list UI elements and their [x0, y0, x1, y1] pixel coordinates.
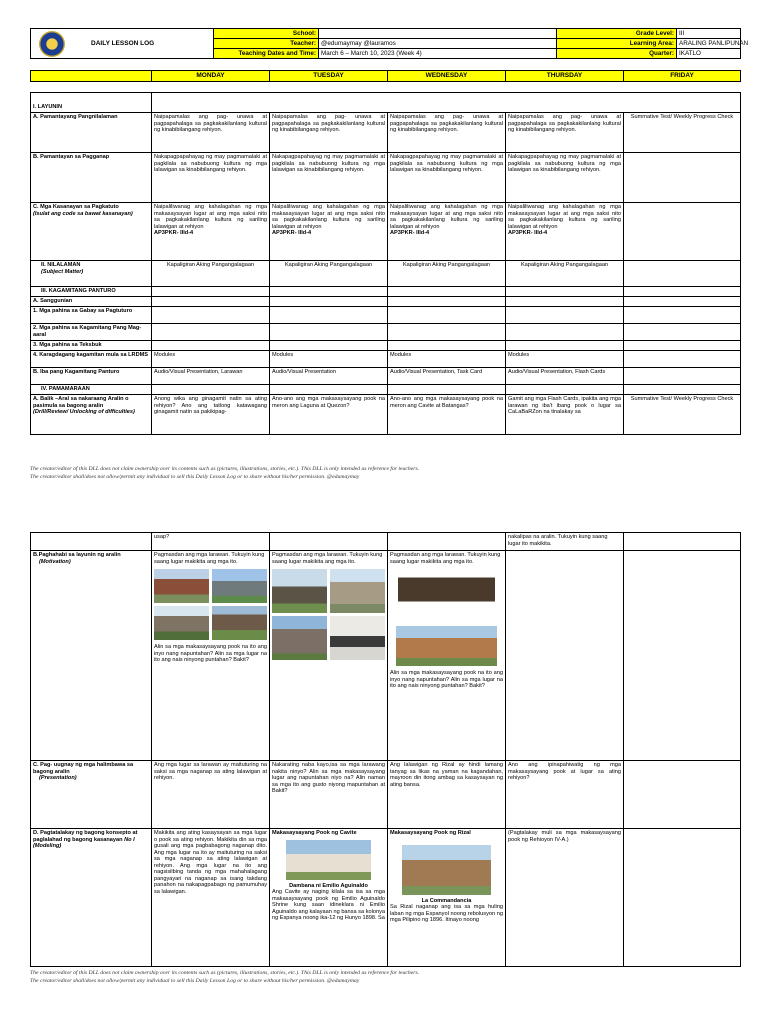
rizal-title: Makasaysayang Pook ng Rizal: [390, 830, 471, 836]
paghahabi-tuesday: [270, 551, 388, 761]
nilalaman-monday: Kapaligiran Aking Pangangalagaan: [152, 261, 270, 287]
paghahabi-tuesday-instruction: Pagmasdan ang mga larawan. Tukuyin kung saang lugar makikita ang mga ito.: [272, 552, 383, 565]
pamamaraan-c4: [506, 385, 624, 395]
lrdms-wednesday: Modules: [388, 351, 506, 368]
paghahabi-monday-instruction: Pagmasdan ang mga larawan. Tukuyin kung saang lugar makikita ang mga ito.: [154, 552, 265, 565]
kasanayan-tuesday-text: Naipaliliwanag ang kahalagahan ng mga makasaysayan lugar at ang mga saksi nito sa pagkakakilanlang kultura ng sariling lalawigan at rehiyon: [272, 204, 385, 230]
pag-uugnay-note: (Presentation): [39, 775, 77, 782]
day-header-blank: [31, 71, 152, 82]
lrdms-thursday: Modules: [506, 351, 624, 368]
deped-seal-logo: [39, 31, 65, 57]
kasanayan-tuesday-code: AP3PKR- IIId-4: [272, 230, 312, 237]
nilalaman-label: II. NILALAMAN: [41, 262, 81, 268]
pag-uugnay-thursday: Ano ang ipinapahiwatig ng mga makasaysayang pook at lugar sa ating rehiyon?: [506, 761, 624, 829]
cavite-caption: Dambana ni Emilio Aguinaldo: [289, 882, 368, 889]
mag-aaral-c4: [506, 324, 624, 341]
header-table: [30, 28, 749, 59]
balik-aral-label-cell: [31, 395, 152, 435]
continuation-wednesday: [388, 533, 506, 551]
balik-aral-friday: Summative Test/ Weekly Progress Check: [624, 395, 741, 435]
mag-aaral-c2: [270, 324, 388, 341]
pagtalakay-thursday: (Pagtalakay muli sa mga makasaysayang pook ng Rehioyon IV-A.): [506, 829, 624, 967]
kasanayan-monday-code: AP3PKR- IIId-4: [154, 230, 194, 237]
pamamaraan-c3: [388, 385, 506, 395]
day-header-wednesday: WEDNESDAY: [388, 71, 506, 82]
paghahabi-wednesday: [388, 551, 506, 761]
kasanayan-monday: [152, 203, 270, 261]
continuation-friday: [624, 533, 741, 551]
balik-aral-label: A. Balik –Aral sa nakaraang Aralin o pasimula sa bagong aralin: [33, 396, 129, 409]
pagtalakay-label-italic: No I (Modeling): [33, 836, 135, 850]
pagganap-thursday: Nakapagpapahayag ng may pagmamalaki at pagkilala sa nabubuong kultura ng mga lalawigan sa kinabibilangang rehiyon.: [506, 153, 624, 203]
paghahabi-wednesday-instruction: Pagmasdan ang mga larawan. Tukuyin kung saang lugar makikita ang mga ito.: [390, 552, 501, 565]
quarter-label: Quarter:: [557, 49, 677, 59]
teksbuk-c1: [152, 341, 270, 351]
iba-wednesday: Audio/Visual Presentation, Task Card: [388, 368, 506, 385]
teksbuk-c5: [624, 341, 741, 351]
nilalaman-note: (Subject Matter): [41, 268, 84, 275]
day-header-monday: MONDAY: [152, 71, 270, 82]
teksbuk-label: 3. Mga pahina sa Teksbuk: [31, 341, 152, 351]
pagganap-wednesday: Nakapagpapahayag ng may pagmamalaki at pagkilala sa nabubuong kultura ng mga lalawigan sa kinabibilangang rehiyon.: [388, 153, 506, 203]
kagamitang-heading: III. KAGAMITANG PANTURO: [31, 287, 152, 297]
nilalaman-thursday: Kapaligiran Aking Pangangalagaan: [506, 261, 624, 287]
pangnilalaman-tuesday: Naipapamalas ang pag- unawa at pagpapahalaga sa pagkakakilanlang kultural ng kinabibilangang rehiyon.: [270, 113, 388, 153]
pangnilalaman-monday: Naipapamalas ang pag- unawa at pagpapahalaga sa pagkakakilanlang kultural ng kinabibilangang rehiyon.: [152, 113, 270, 153]
day-header-tuesday: TUESDAY: [270, 71, 388, 82]
sanggunian-label: A. Sanggunian: [31, 297, 152, 307]
cavite-title: Makasaysayang Pook ng Cavite: [272, 830, 357, 836]
kasanayan-wednesday: [388, 203, 506, 261]
paghahabi-note: (Motivation): [39, 558, 71, 565]
lesson-table-page1: [30, 92, 741, 435]
photo-la-commandancia: [402, 845, 491, 895]
kagamitang-mag-aaral-label: 2. Mga pahina sa Kagamitang Pang Mag-aaral: [31, 324, 152, 341]
continuation-monday: usap?: [152, 533, 270, 551]
balik-aral-tuesday: Ano-ano ang mga makasaysayang pook na meron ang Laguna at Quezon?: [270, 395, 388, 435]
day-header-friday: FRIDAY: [624, 71, 741, 82]
continuation-thursday: nakalipas na aralin. Tukuyin kung saang lugar ito makikita.: [506, 533, 624, 551]
pamamaraan-c1: [152, 385, 270, 395]
pag-uugnay-label: C. Pag- uugnay ng mga halimbawa sa bagong aralin: [33, 762, 134, 775]
disclaimer-line-1-page2: The creator/editor of this DLL does not claim ownership over its contents such as (pictures, illustrations, stories, etc.). This DLL is only intended as reference for teachers.: [30, 970, 420, 976]
grade-level-value: III: [677, 29, 741, 39]
photo-historic-house-1: [154, 569, 209, 603]
pag-uugnay-wednesday: Ang lalawigan ng Rizal ay hindi lamang tanyag sa likas na yaman na kagandahan, mayroon din itong ambag sa kasaysayan ng ating bansa.: [388, 761, 506, 829]
kagamitang-c5: [624, 287, 741, 297]
cavite-text: Ang Cavite ay naging kilala sa isa sa mga makasaysayang pook ng Emilio Aguinaldo Shrine kung saan idineklara ni Emilio Aguinaldo ang kalayaan ng bansa sa kolonya ng Espanya noong ika-12 ng Hunyo 1898. Sa: [272, 889, 385, 922]
lrdms-monday: Modules: [152, 351, 270, 368]
sanggunian-c2: [270, 297, 388, 307]
sanggunian-c3: [388, 297, 506, 307]
rizal-caption: La Commandancia: [421, 897, 472, 904]
paghahabi-wednesday-question: Alin sa mga makasaysayang pook na ito ang inyo nang napuntahan? Alin sa mga lugar na ito ang nais ninyong puntahan? Bakit?: [390, 670, 503, 690]
continuation-tuesday: [270, 533, 388, 551]
kasanayan-note: (Isulat ang code sa bawat kasanayan): [33, 210, 133, 217]
pagtalakay-label: D. Pagtatalakay ng bagong konsepto at paglalahad ng bagong kasanayan: [33, 830, 138, 843]
paghahabi-friday: [624, 551, 741, 761]
pamamaraan-heading: IV. PAMAMARAAN: [31, 385, 152, 395]
balik-aral-thursday: Gamit ang mga Flash Cards, ipakita ang mga larawan ng iba't ibang pook o lugar sa CaLaBaRZon na tinalakay sa: [506, 395, 624, 435]
balik-aral-monday: Anong wika ang ginagamit natin sa ating rehiyon? Ano ang tatlong katawagang ginagamit natin sa pakikipag-: [152, 395, 270, 435]
kasanayan-monday-text: Naipaliliwanag ang kahalagahan ng mga makasaysayan lugar at ang mga saksi nito sa pagkakakilanlang kultura ng sariling lalawigan at rehiyon: [154, 204, 267, 230]
sanggunian-c1: [152, 297, 270, 307]
school-label: School:: [214, 29, 319, 39]
kasanayan-label: C. Mga Kasanayan sa Pagkatuto: [33, 204, 119, 210]
lrdms-tuesday: Modules: [270, 351, 388, 368]
kagamitang-c2: [270, 287, 388, 297]
pagganap-tuesday: Nakapagpapahayag ng may pagmamalaki at pagkilala sa nabubuong kultura ng mga lalawigan sa kinabibilangang rehiyon.: [270, 153, 388, 203]
rizal-text: Sa Rizal naganap ang isa sa mga huling laban ng mga Espanyol noong rebolusyon ng mga Pilipino ng 1896. Itinayo noong: [390, 904, 503, 924]
school-value: [319, 29, 557, 39]
learning-area-value: ARALING PANLIPUNAN: [677, 39, 741, 49]
mag-aaral-c1: [152, 324, 270, 341]
balik-aral-wednesday: Ano-ano ang mga makasaysayang pook na meron ang Cavite at Batangas?: [388, 395, 506, 435]
kasanayan-thursday-text: Naipaliliwanag ang kahalagahan ng mga makasaysayan lugar at ang mga saksi nito sa pagkakakilanlang kultura ng sariling lalawigan at rehiyon: [508, 204, 621, 230]
pangnilalaman-friday: Summative Test/ Weekly Progress Check: [624, 113, 741, 153]
kasanayan-tuesday: [270, 203, 388, 261]
paghahabi-label: B.Paghahabi sa layunin ng aralin: [33, 552, 121, 558]
layunin-heading: I. LAYUNIN: [31, 93, 152, 113]
nilalaman-friday: [624, 261, 741, 287]
layunin-blank: [152, 93, 741, 113]
pamantayang-pangnilalaman-label: A. Pamantayang Pangnilalaman: [31, 113, 152, 153]
kasanayan-friday: [624, 203, 741, 261]
iba-tuesday: Audio/Visual Presentation: [270, 368, 388, 385]
teacher-label: Teacher:: [214, 39, 319, 49]
gabay-c5: [624, 307, 741, 324]
paghahabi-monday: [152, 551, 270, 761]
kasanayan-wednesday-code: AP3PKR- IIId-4: [390, 230, 430, 237]
kagamitang-c4: [506, 287, 624, 297]
grade-level-label: Grade Level:: [557, 29, 677, 39]
monday-photo-grid: [154, 569, 267, 640]
document-title: DAILY LESSON LOG: [91, 40, 155, 47]
iba-pang-kagamitan-label: B. Iba pang Kagamitang Panturo: [31, 368, 152, 385]
pagtalakay-monday: Makikita ang ating kasaysayan sa mga lugar o pook sa ating rehiyon. Makikita din sa mga gusali ang mga pagbabagong naganap dito. Ang mga lugar na ito ay maituturing na saksi sa mga naganap sa ating lalawigan at rehiyon. Ang mga lugar na ito ang nagsisilbing tanda ng mga mahahalagang pangyayari na naganap sa isang takdang panahon na nakapagpabago ng pamumuhay sa lalawigan.: [152, 829, 270, 967]
teksbuk-c2: [270, 341, 388, 351]
pamamaraan-c2: [270, 385, 388, 395]
sanggunian-c5: [624, 297, 741, 307]
pag-uugnay-monday: Ang mga lugar sa larawan ay maituturing na saksi sa mga naganap sa ating lalawigan at rehiyon.: [152, 761, 270, 829]
learning-area-label: Learning Area:: [557, 39, 677, 49]
nilalaman-label-cell: [31, 261, 152, 287]
sanggunian-c4: [506, 297, 624, 307]
pagganap-monday: Nakapagpapahayag ng may pagmamalaki at pagkilala sa nabubuong kultura ng mga lalawigan sa kinabibilangang rehiyon.: [152, 153, 270, 203]
photo-heritage-building: [330, 569, 385, 613]
teksbuk-c4: [506, 341, 624, 351]
pag-uugnay-label-cell: [31, 761, 152, 829]
continuation-label: [31, 533, 152, 551]
teksbuk-c3: [388, 341, 506, 351]
gabay-c2: [270, 307, 388, 324]
pagtalakay-friday: [624, 829, 741, 967]
day-header-thursday: THURSDAY: [506, 71, 624, 82]
kasanayan-label-cell: [31, 203, 152, 261]
teaching-dates-label: Teaching Dates and Time:: [214, 49, 319, 59]
kasanayan-thursday: [506, 203, 624, 261]
photo-monument-statue: [272, 569, 327, 613]
paghahabi-monday-question: Alin sa mga makasaysayang pook na ito ang inyo nang napuntahan? Alin sa mga lugar na ito ang nais ninyong puntahan? Bakit?: [154, 644, 267, 664]
disclaimer-footer-page1: [30, 466, 740, 481]
pamamaraan-c5: [624, 385, 741, 395]
disclaimer-line-2: The creator/editor shall/does not allow/permit any individual to sell this Daily Lesson Log or to share without his/her permission. @edumaymay: [30, 473, 360, 480]
disclaimer-line-2-page2: The creator/editor shall/does not allow/permit any individual to sell this Daily Lesson Log or to share without his/her permission. @edumaymay: [30, 977, 360, 984]
balik-aral-note: (Drill/Review/ Unlocking of difficulties): [33, 409, 135, 416]
photo-bronze-monument: [398, 568, 495, 616]
mag-aaral-c3: [388, 324, 506, 341]
quarter-value: IKATLO: [677, 49, 741, 59]
gabay-c1: [152, 307, 270, 324]
lesson-table-page2: [30, 532, 741, 967]
mag-aaral-c5: [624, 324, 741, 341]
photo-historic-fort: [212, 569, 267, 603]
nilalaman-wednesday: Kapaligiran Aking Pangangalagaan: [388, 261, 506, 287]
pamantayan-pagganap-label: B. Pamantayan sa Pagganap: [31, 153, 152, 203]
lrdms-label: 4. Karagdagang kagamitan mula sa LRDMS: [31, 351, 152, 368]
iba-thursday: Audio/Visual Presentation, Flash Cards: [506, 368, 624, 385]
paghahabi-label-cell: [31, 551, 152, 761]
kagamitang-c3: [388, 287, 506, 297]
disclaimer-footer-page2: [30, 970, 740, 985]
teaching-dates-value: March 6 – March 10, 2023 (Week 4): [319, 49, 557, 59]
pagtalakay-label-cell: [31, 829, 152, 967]
kagamitang-c1: [152, 287, 270, 297]
photo-old-church: [272, 616, 327, 660]
photo-municipal-hall: [396, 626, 497, 666]
kasanayan-wednesday-text: Naipaliliwanag ang kahalagahan ng mga makasaysayan lugar at ang mga saksi nito sa pagkakakilanlang kultura ng sariling lalawigan at rehiyon: [390, 204, 503, 230]
nilalaman-tuesday: Kapaligiran Aking Pangangalagaan: [270, 261, 388, 287]
days-header: [30, 70, 741, 82]
lrdms-friday: [624, 351, 741, 368]
pagtalakay-tuesday: [270, 829, 388, 967]
pagganap-friday: [624, 153, 741, 203]
iba-friday: [624, 368, 741, 385]
iba-monday: Audio/Visual Presentation, Larawan: [152, 368, 270, 385]
kasanayan-thursday-code: AP3PKR- IIId-4: [508, 230, 548, 237]
gabay-label: 1. Mga pahina sa Gabay sa Pagtuturo: [31, 307, 152, 324]
pangnilalaman-wednesday: Naipapamalas ang pag- unawa at pagpapahalaga sa pagkakakilanlang kultural ng kinabibilangang rehiyon.: [388, 113, 506, 153]
photo-historical-marker: [330, 616, 385, 660]
photo-aguinaldo-shrine: [286, 840, 371, 880]
header-logo-cell: [31, 29, 214, 59]
photo-stone-arch: [154, 606, 209, 640]
teacher-value: @edumaymay @lauramos: [319, 39, 557, 49]
disclaimer-line-1: The creator/editor of this DLL does not claim ownership over its contents such as (pictures, illustrations, stories, etc.). This DLL is only intended as reference for teachers.: [30, 466, 420, 472]
paghahabi-thursday: [506, 551, 624, 761]
photo-old-ruins: [212, 606, 267, 640]
tuesday-photo-grid: [272, 569, 385, 660]
gabay-c4: [506, 307, 624, 324]
gabay-c3: [388, 307, 506, 324]
pag-uugnay-friday: [624, 761, 741, 829]
pag-uugnay-tuesday: Nakarating naba kayo,isa sa mga larawang nakita ninyo? Alin sa mga makasaysayang lugar ang napuntahan niyo na? Alin naman sa mga ito ang gusto niyong mapuntahan at Bakit?: [270, 761, 388, 829]
pangnilalaman-thursday: Naipapamalas ang pag- unawa at pagpapahalaga sa pagkakakilanlang kultural ng kinabibilangang rehiyon.: [506, 113, 624, 153]
pagtalakay-wednesday: [388, 829, 506, 967]
